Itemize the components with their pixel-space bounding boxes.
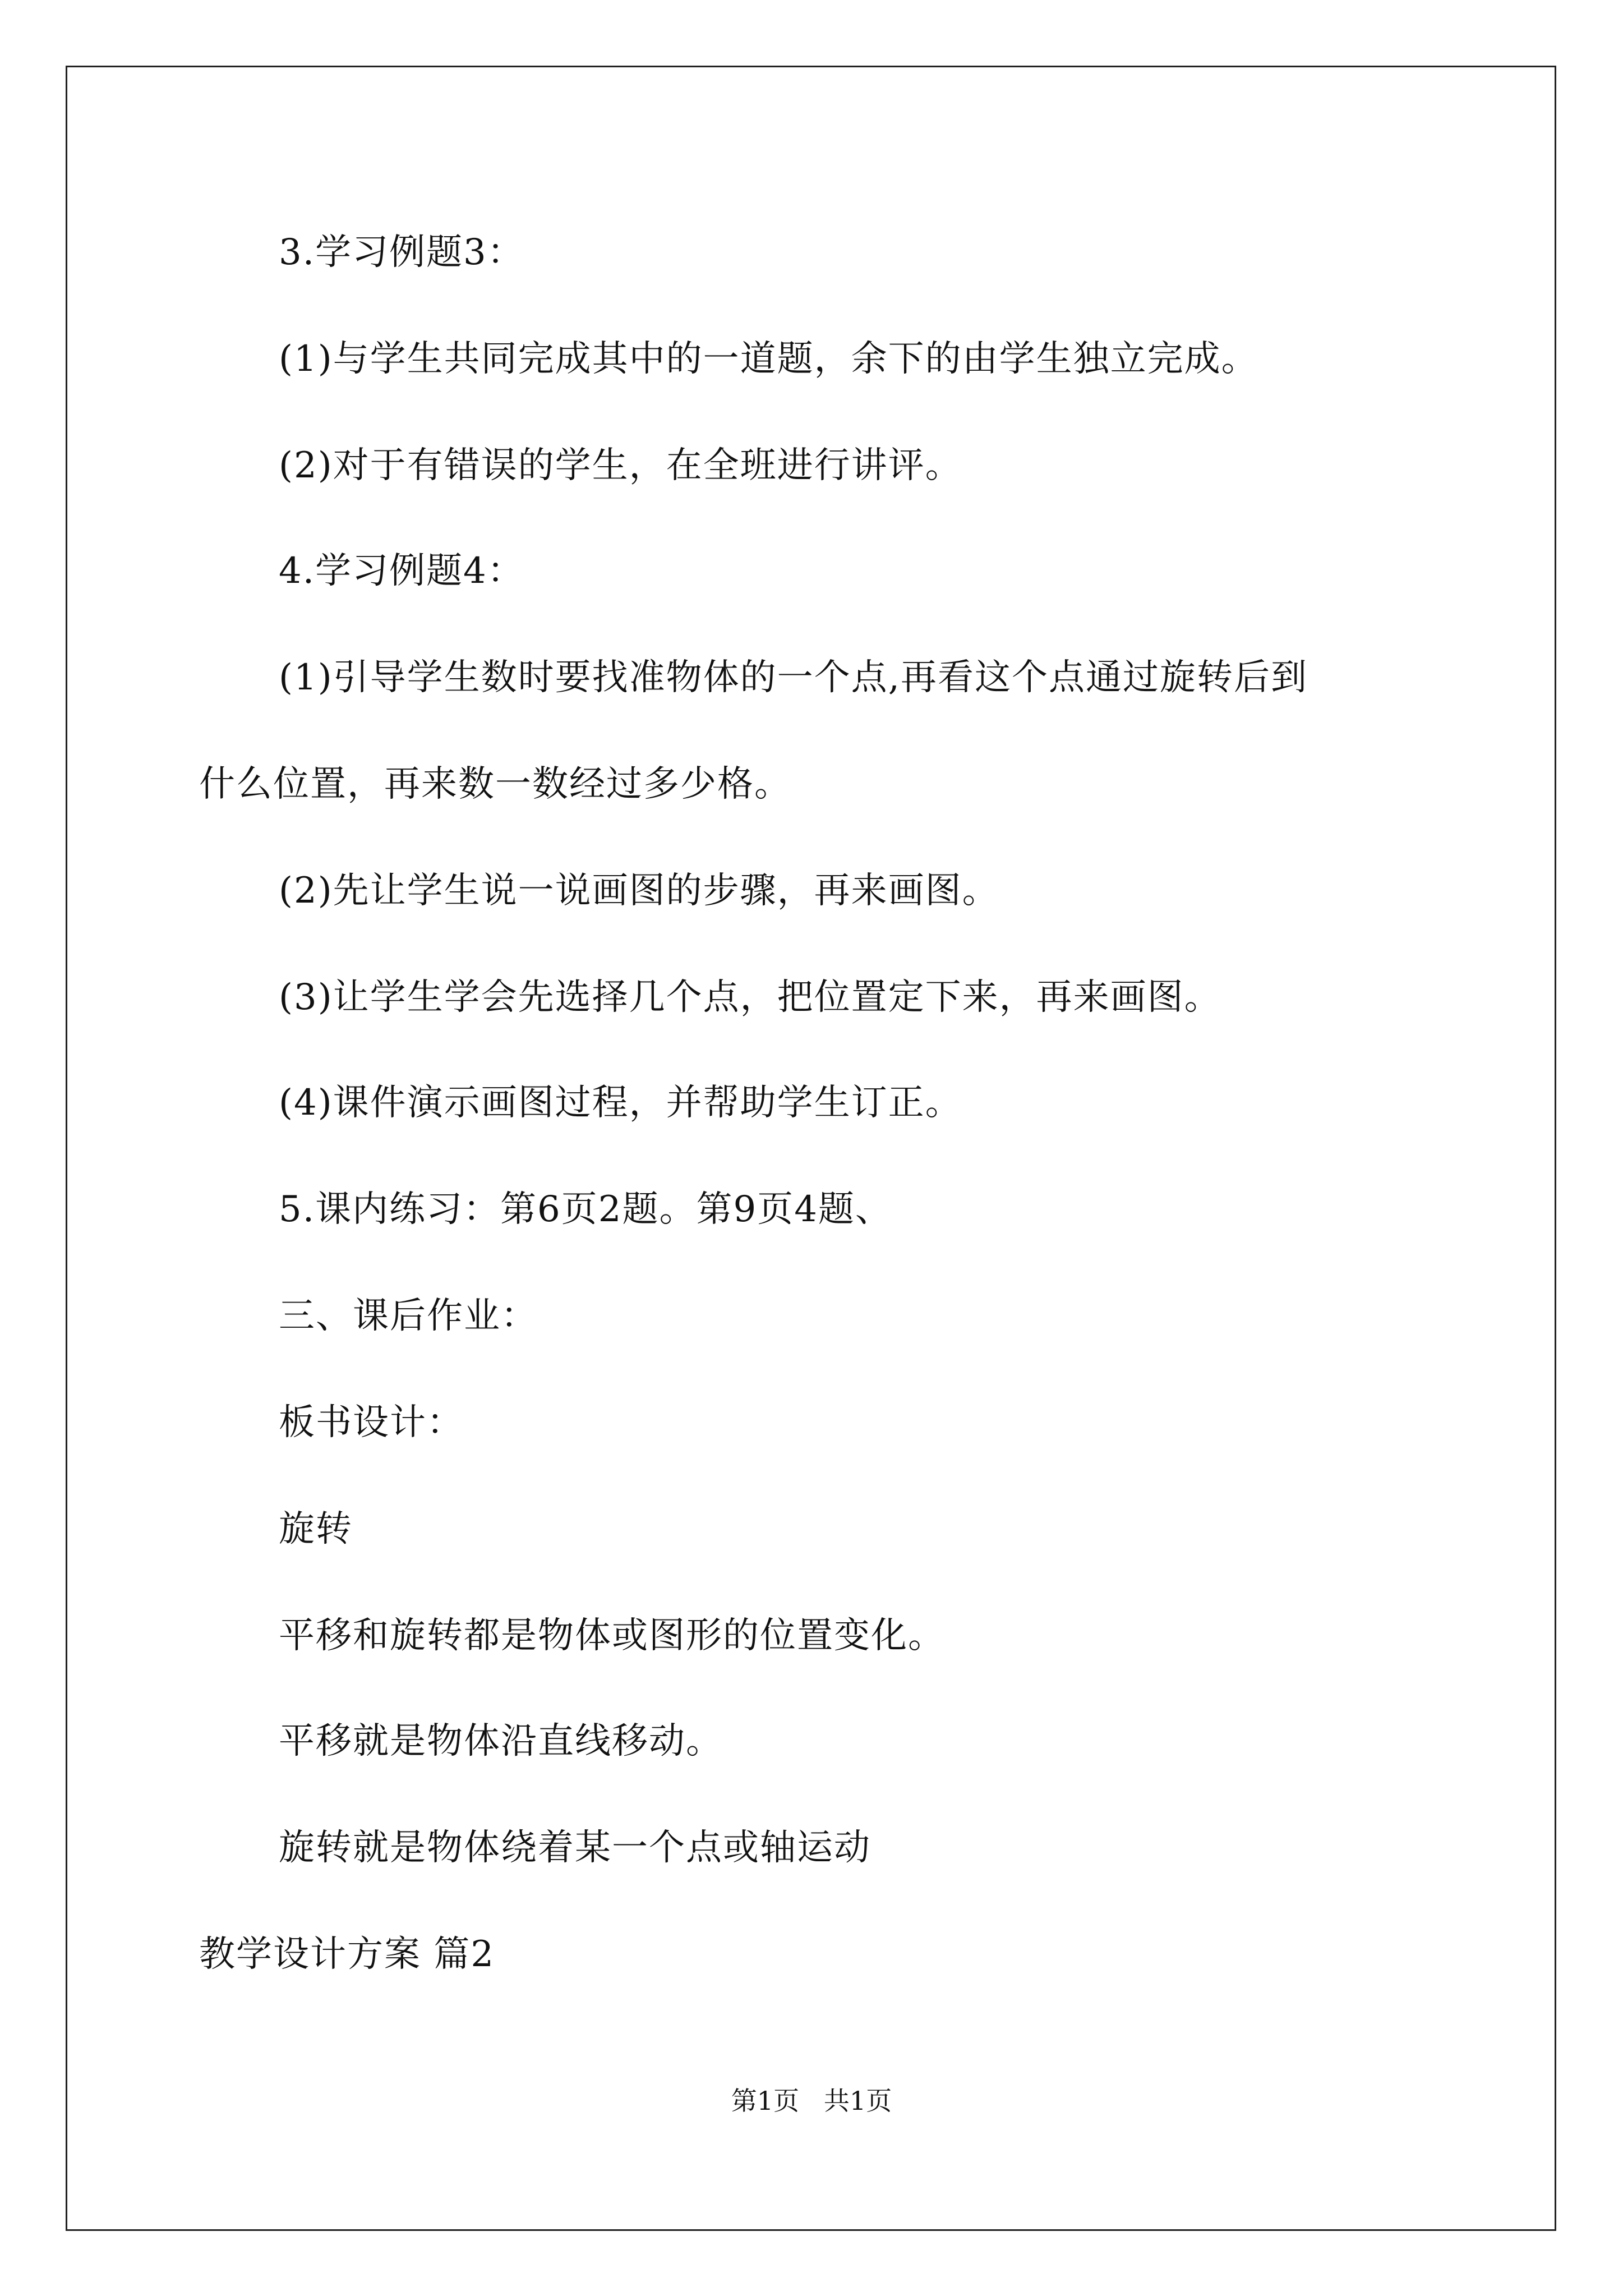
text-line: 5.课内练习：第6页2题。第9页4题、 (279, 1189, 892, 1230)
text-line: 平移就是物体沿直线移动。 (279, 1720, 723, 1762)
text-line: 旋转 (279, 1508, 353, 1550)
text-line: (1)与学生共同完成其中的一道题，余下的由学生独立完成。 (279, 338, 1258, 380)
text-line: (2)对于有错误的学生，在全班进行讲评。 (279, 445, 962, 486)
section-title: 教学设计方案 篇2 (199, 1934, 495, 1975)
text-line: 平移和旋转都是物体或图形的位置变化。 (279, 1615, 945, 1657)
text-line: 4.学习例题4： (279, 550, 524, 592)
text-line: 旋转就是物体绕着某一个点或轴运动 (279, 1827, 871, 1869)
text-line: 3.学习例题3： (279, 232, 524, 273)
text-line: (3)让学生学会先选择几个点，把位置定下来，再来画图。 (279, 977, 1221, 1018)
page-border (66, 66, 1556, 2231)
text-line: 什么位置，再来数一数经过多少格。 (199, 763, 791, 805)
text-line: (4)课件演示画图过程，并帮助学生订正。 (279, 1082, 962, 1124)
page-footer: 第1页 共1页 (731, 2086, 892, 2116)
text-line: (1)引导学生数时要找准物体的一个点,再看这个点通过旋转后到 (279, 657, 1308, 698)
text-line: (2)先让学生说一说画图的步骤，再来画图。 (279, 870, 999, 912)
section-heading: 三、课后作业： (279, 1295, 538, 1337)
text-line: 板书设计： (279, 1402, 464, 1443)
